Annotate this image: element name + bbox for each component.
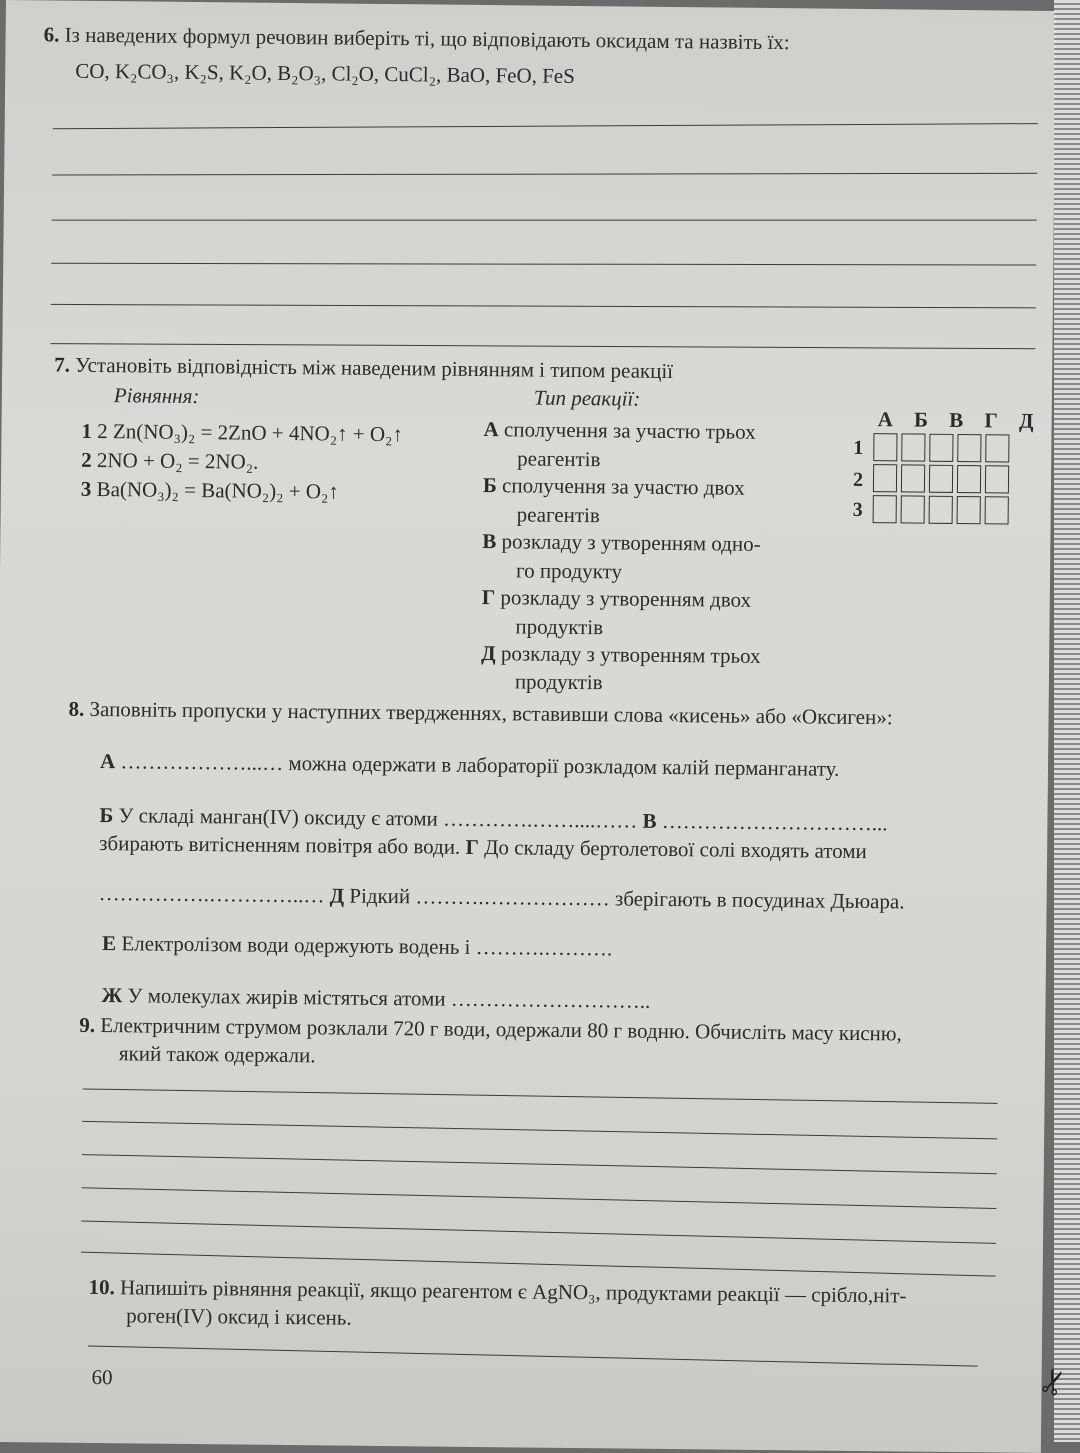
equation-text: 2 Zn(NO₃)₂ = 2ZnO + 4NO₂↑ + O₂↑ <box>97 418 404 447</box>
q8-item-zh <box>101 983 650 1014</box>
q7-equation-row <box>81 419 403 447</box>
q8-item-e <box>102 931 612 961</box>
q7-types-header: Тип реакції: <box>533 385 641 411</box>
item-text: У складі манган(IV) оксиду є атоми <box>118 803 438 831</box>
q7-equation-row <box>81 477 339 505</box>
equation-text: Ba(NO₃)₂ = Ba(NO₂)₂ + O₂↑ <box>96 476 339 504</box>
scissors-icon: ✂ <box>1032 1362 1077 1402</box>
item-text: До складу бертолетової солі входять атоми <box>484 835 867 864</box>
answer-line[interactable] <box>83 1088 998 1103</box>
answer-cell[interactable] <box>929 465 953 493</box>
q6-text: Із наведених формул речовин виберіть ті, що відповідають оксидам та назвіть їх: <box>64 22 790 55</box>
q7-text: Установіть відповідність між наведеним рівнянням і типом реакції <box>75 352 674 384</box>
type-text-continued: реагентів <box>517 446 601 472</box>
type-text: розкладу з утворенням двох <box>500 585 752 612</box>
answer-line[interactable] <box>51 304 1036 308</box>
fill-blank[interactable]: ………………...… <box>120 749 284 775</box>
fill-blank[interactable]: …………….…………..… <box>98 881 325 908</box>
q10-number: 10. <box>88 1274 115 1300</box>
q7-number: 7. <box>54 352 71 377</box>
q8-item-d <box>99 881 905 914</box>
q6-number: 6. <box>43 22 60 47</box>
type-letter: В <box>482 529 497 554</box>
q7-type-d <box>481 641 761 669</box>
answer-cell[interactable] <box>957 496 981 524</box>
answer-grid-row-label: 1 <box>853 436 864 460</box>
item-text: можна одержати в лабораторії розкладом калій перманганату. <box>288 751 840 781</box>
type-text: розкладу з утворенням одно- <box>501 529 761 556</box>
fill-blank[interactable]: ……….……………… <box>415 884 610 911</box>
answer-cell[interactable] <box>901 464 925 492</box>
answer-line[interactable] <box>82 1154 997 1174</box>
page-number: 60 <box>91 1364 113 1390</box>
fill-blank[interactable]: ………….……....…… <box>442 806 638 833</box>
item-letter: В <box>642 808 657 833</box>
q7-equation-row <box>81 448 258 475</box>
q8-item-a <box>100 749 840 782</box>
answer-grid-header: А Б В Г Д <box>877 407 1042 433</box>
equation-number: 2 <box>81 447 92 472</box>
item-text: У молекулах жирів містяться атоми <box>127 983 446 1011</box>
item-letter: А <box>99 749 116 774</box>
answer-cell[interactable] <box>957 434 981 462</box>
q8-item-v-continued <box>99 831 867 864</box>
type-text-continued: го продукту <box>515 558 623 584</box>
answer-line[interactable] <box>51 263 1036 266</box>
answer-line[interactable] <box>52 173 1037 176</box>
type-text: розкладу з утворенням трьох <box>500 641 761 668</box>
q7-equations-header: Рівняння: <box>113 383 200 409</box>
item-text: зберігають в посудинах Дьюара. <box>614 886 905 914</box>
answer-cell[interactable] <box>985 465 1009 493</box>
q7-type-v <box>482 529 761 557</box>
q9-number: 9. <box>79 1012 96 1037</box>
answer-cell[interactable] <box>929 434 953 462</box>
q8-text: Заповніть пропуски у наступних твердженнях, вставивши слова «кисень» або «Оксиген»: <box>89 696 893 730</box>
q10-text: Напишіть рівняння реакції, якщо реагентом є AgNO₃, продуктами реакції — срібло,ніт- <box>119 1275 907 1308</box>
item-letter: Б <box>99 803 114 828</box>
q6-formulas: CO, K₂CO₃, K₂S, K₂O, B₂O₃, Cl₂O, CuCl₂, BaO, FeO, FeS <box>75 58 575 88</box>
item-letter: Г <box>465 834 480 859</box>
answer-grid <box>6 0 1056 11</box>
q7-type-b <box>483 473 745 501</box>
answer-line[interactable] <box>81 1220 996 1243</box>
answer-line[interactable] <box>82 1121 997 1140</box>
fill-blank[interactable]: …………………………... <box>661 808 888 836</box>
type-text-continued: продуктів <box>515 614 604 640</box>
type-letter: Г <box>481 585 496 610</box>
q9-text: Електричним струмом розклали 720 г води, одержали 80 г водню. Обчисліть масу кисню, <box>100 1013 902 1046</box>
answer-cell[interactable] <box>985 496 1009 524</box>
type-letter: А <box>483 417 499 442</box>
equation-number: 3 <box>80 476 92 501</box>
item-letter: Е <box>102 931 117 956</box>
answer-cell[interactable] <box>873 433 897 461</box>
item-text: Електролізом води одержують водень і <box>121 931 471 959</box>
q7-type-a <box>483 417 755 445</box>
q7-prompt <box>54 353 673 384</box>
type-letter: Д <box>481 641 496 666</box>
type-text: сполучення за участю двох <box>501 473 745 500</box>
item-text: Рідкий <box>349 883 411 909</box>
answer-line[interactable] <box>82 1187 997 1209</box>
type-text-continued: продуктів <box>514 669 603 695</box>
answer-cell[interactable] <box>873 464 897 492</box>
q10-text-continued: роген(IV) оксид і кисень. <box>126 1303 352 1330</box>
answer-line[interactable] <box>88 1345 978 1366</box>
fill-blank[interactable]: ……………………….. <box>450 986 651 1013</box>
answer-cell[interactable] <box>957 465 981 493</box>
equation-number: 1 <box>81 418 93 443</box>
answer-line[interactable] <box>50 343 1035 349</box>
q8-number: 8. <box>68 696 85 721</box>
page-binding-edge <box>1054 0 1080 1442</box>
type-letter: Б <box>482 473 497 498</box>
q6-prompt <box>44 22 790 55</box>
q8-prompt <box>68 697 892 731</box>
answer-cell[interactable] <box>873 495 897 523</box>
answer-line[interactable] <box>53 123 1038 129</box>
type-text-continued: реагентів <box>516 502 600 528</box>
fill-blank[interactable]: ……….………. <box>475 934 613 961</box>
item-text: збирають витісненням повітря або води. <box>99 831 461 859</box>
equation-text: 2NO + O₂ = 2NO₂. <box>96 447 259 474</box>
item-letter: Ж <box>101 983 123 1008</box>
answer-grid-row-label: 2 <box>852 468 864 492</box>
answer-line[interactable] <box>52 220 1037 221</box>
answer-line[interactable] <box>81 1252 996 1277</box>
answer-cell[interactable] <box>985 434 1009 462</box>
q9-text-continued: який також одержали. <box>118 1041 316 1068</box>
type-text: сполучення за участю трьох <box>503 417 756 444</box>
item-letter: Д <box>329 883 345 908</box>
answer-grid-row-label: 3 <box>852 498 863 521</box>
answer-cell[interactable] <box>929 496 953 524</box>
answer-cell[interactable] <box>901 433 925 461</box>
answer-cell[interactable] <box>901 495 925 523</box>
q7-type-g <box>482 585 752 613</box>
